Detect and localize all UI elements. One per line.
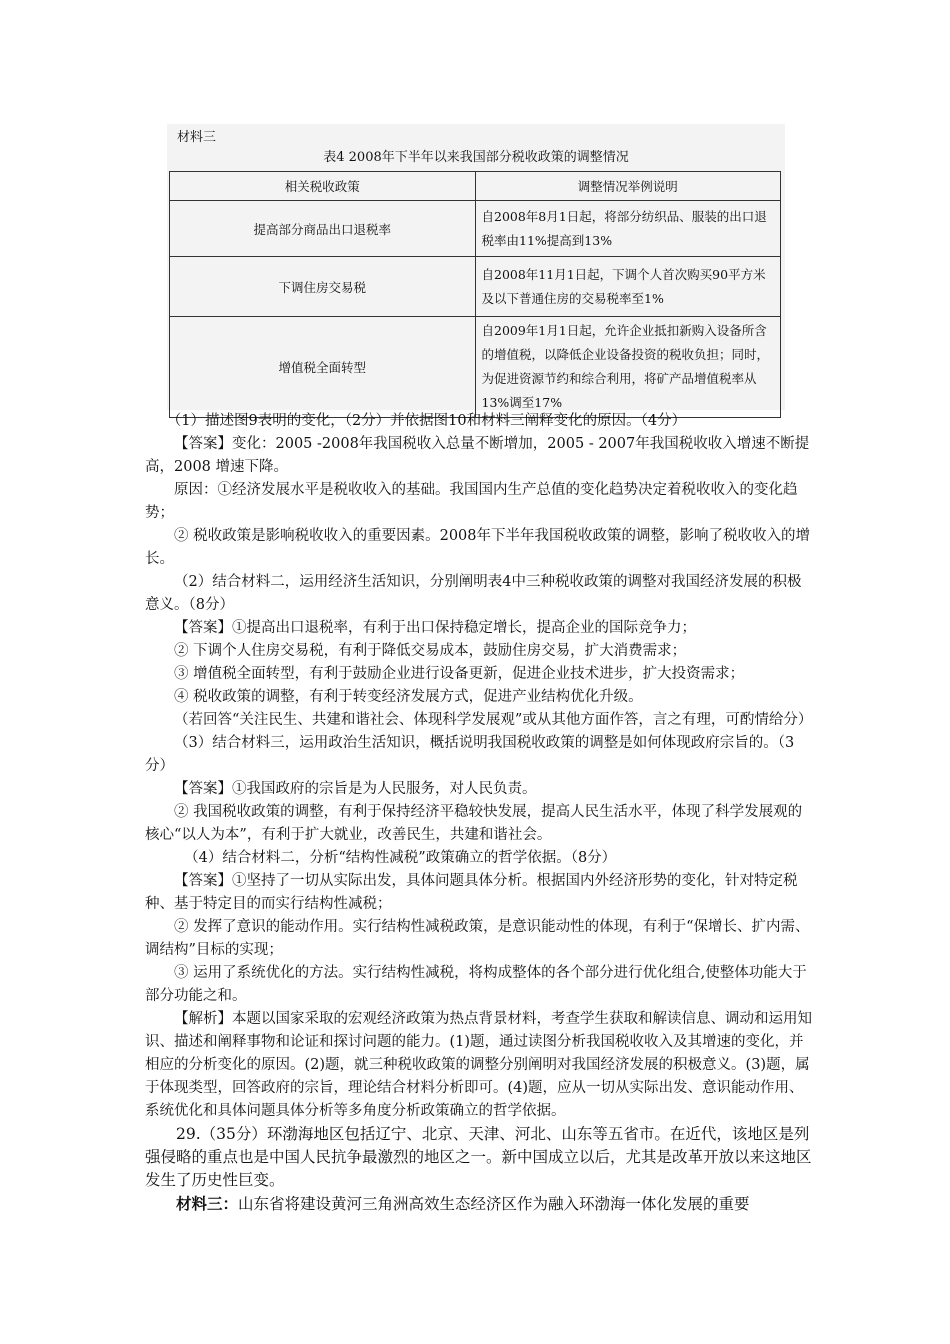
- table-row: [170, 257, 781, 317]
- answer-text: [145, 410, 815, 1216]
- answer-4-a: 【答案】①坚持了一切从实际出发，具体问题具体分析。根据国内外经济形势的变化，针对特定税种、基于特定目的而实行结构性减税；: [145, 873, 798, 912]
- table-header-row: [170, 172, 781, 201]
- description-cell: 自2009年1月1日起，允许企业抵扣新购入设备所含的增值税，以降低企业设备投资的税收负担；同时，为促进资源节约和综合利用，将矿产品增值税率从13%调至17%: [475, 317, 781, 418]
- question-29-intro: 29.（35分）环渤海地区包括辽宁、北京、天津、河北、山东等五省市。在近代，该地区是列强侵略的重点也是中国人民抗争最激烈的地区之一。新中国成立以后，尤其是改革开放以来这地区发生了历史性巨变。: [145, 1125, 812, 1189]
- material-three-line: [145, 1192, 815, 1216]
- analysis: 【解析】本题以国家采取的宏观经济政策为热点背景材料，考查学生获取和解读信息、调动和运用知识、描述和阐释事物和论证和探讨问题的能力。(1)题，通过读图分析我国税收收入及其增速的变化，并相应的分析变化的原因。(2)题，就三种税收政策的调整分别阐明对我国经济发展的积极意义。(3)题，属于体现类型，回答政府的宗旨，理论结合材料分析即可。(4)题，应从一切从实际出发、意识能动作用、系统优化和具体问题具体分析等多角度分析政策确立的哲学依据。: [145, 1011, 812, 1119]
- table-caption: 表4 2008年下半年以来我国部分税收政策的调整情况: [323, 150, 629, 165]
- answer-4-c: ③ 运用了系统优化的方法。实行结构性减税，将构成整体的各个部分进行优化组合,使整体功能大于部分功能之和。: [145, 965, 807, 1004]
- material-label: 材料三: [177, 130, 217, 145]
- answer-1-change: 【答案】变化：2005 -2008年我国税收入总量不断增加，2005 - 2007年我国税收收入增速不断提高，2008 增速下降。: [145, 436, 810, 475]
- answer-3-a: 【答案】①我国政府的宗旨是为人民服务，对人民负责。: [174, 781, 537, 797]
- table-row: [170, 317, 781, 418]
- policy-cell: 下调住房交易税: [170, 257, 476, 317]
- material-three-table-scan: [167, 124, 785, 410]
- answer-2-a: 【答案】①提高出口退税率，有利于出口保持稳定增长，提高企业的国际竞争力；: [174, 620, 696, 636]
- question-2: （2）结合材料二，运用经济生活知识，分别阐明表4中三种税收政策的调整对我国经济发展的积极意义。（8分）: [145, 574, 802, 613]
- question-1: （1）描述图9表明的变化，（2分）并依据图10和材料三阐释变化的原因。（4分）: [166, 413, 687, 429]
- policy-cell: 增值税全面转型: [170, 317, 476, 418]
- header-policy: 相关税收政策: [170, 172, 476, 201]
- answer-4-b: ② 发挥了意识的能动作用。实行结构性减税政策，是意识能动性的体现，有利于“保增长、扩内需、调结构”目标的实现；: [145, 919, 810, 958]
- material-text: 山东省将建设黄河三角洲高效生态经济区作为融入环渤海一体化发展的重要: [238, 1195, 750, 1213]
- answer-2-note: （若回答“关注民生、共建和谐社会、体现科学发展观”或从其他方面作答，言之有理，可酌情给分）: [174, 712, 813, 728]
- answer-1-reason-a: 原因：①经济发展水平是税收收入的基础。我国国内生产总值的变化趋势决定着税收收入的变化趋势；: [145, 482, 798, 521]
- description-cell: 自2008年11月1日起，下调个人首次购买90平方米及以下普通住房的交易税率至1%: [475, 257, 781, 317]
- question-3: （3）结合材料三，运用政治生活知识，概括说明我国税收政策的调整是如何体现政府宗旨的。（3分）: [145, 735, 795, 774]
- material-lead: 材料三：: [176, 1194, 239, 1213]
- header-description: 调整情况举例说明: [475, 172, 781, 201]
- answer-1-reason-b: ② 税收政策是影响税收收入的重要因素。2008年下半年我国税收政策的调整，影响了税收收入的增长。: [145, 528, 811, 567]
- table-row: [170, 201, 781, 257]
- answer-3-b: ② 我国税收政策的调整，有利于保持经济平稳较快发展，提高人民生活水平，体现了科学发展观的核心“以人为本”，有利于扩大就业，改善民生，共建和谐社会。: [145, 804, 803, 843]
- tax-policy-table: [169, 171, 781, 418]
- description-cell: 自2008年8月1日起，将部分纺织品、服装的出口退税率由11%提高到13%: [475, 201, 781, 257]
- policy-cell: 提高部分商品出口退税率: [170, 201, 476, 257]
- question-4: （4）结合材料二，分析“结构性减税”政策确立的哲学依据。（8分）: [184, 850, 617, 866]
- answer-2-d: ④ 税收政策的调整，有利于转变经济发展方式，促进产业结构优化升级。: [174, 689, 643, 705]
- answer-2-b: ② 下调个人住房交易税，有利于降低交易成本，鼓励住房交易，扩大消费需求；: [174, 643, 687, 659]
- answer-2-c: ③ 增值税全面转型，有利于鼓励企业进行设备更新，促进企业技术进步，扩大投资需求；: [174, 666, 745, 682]
